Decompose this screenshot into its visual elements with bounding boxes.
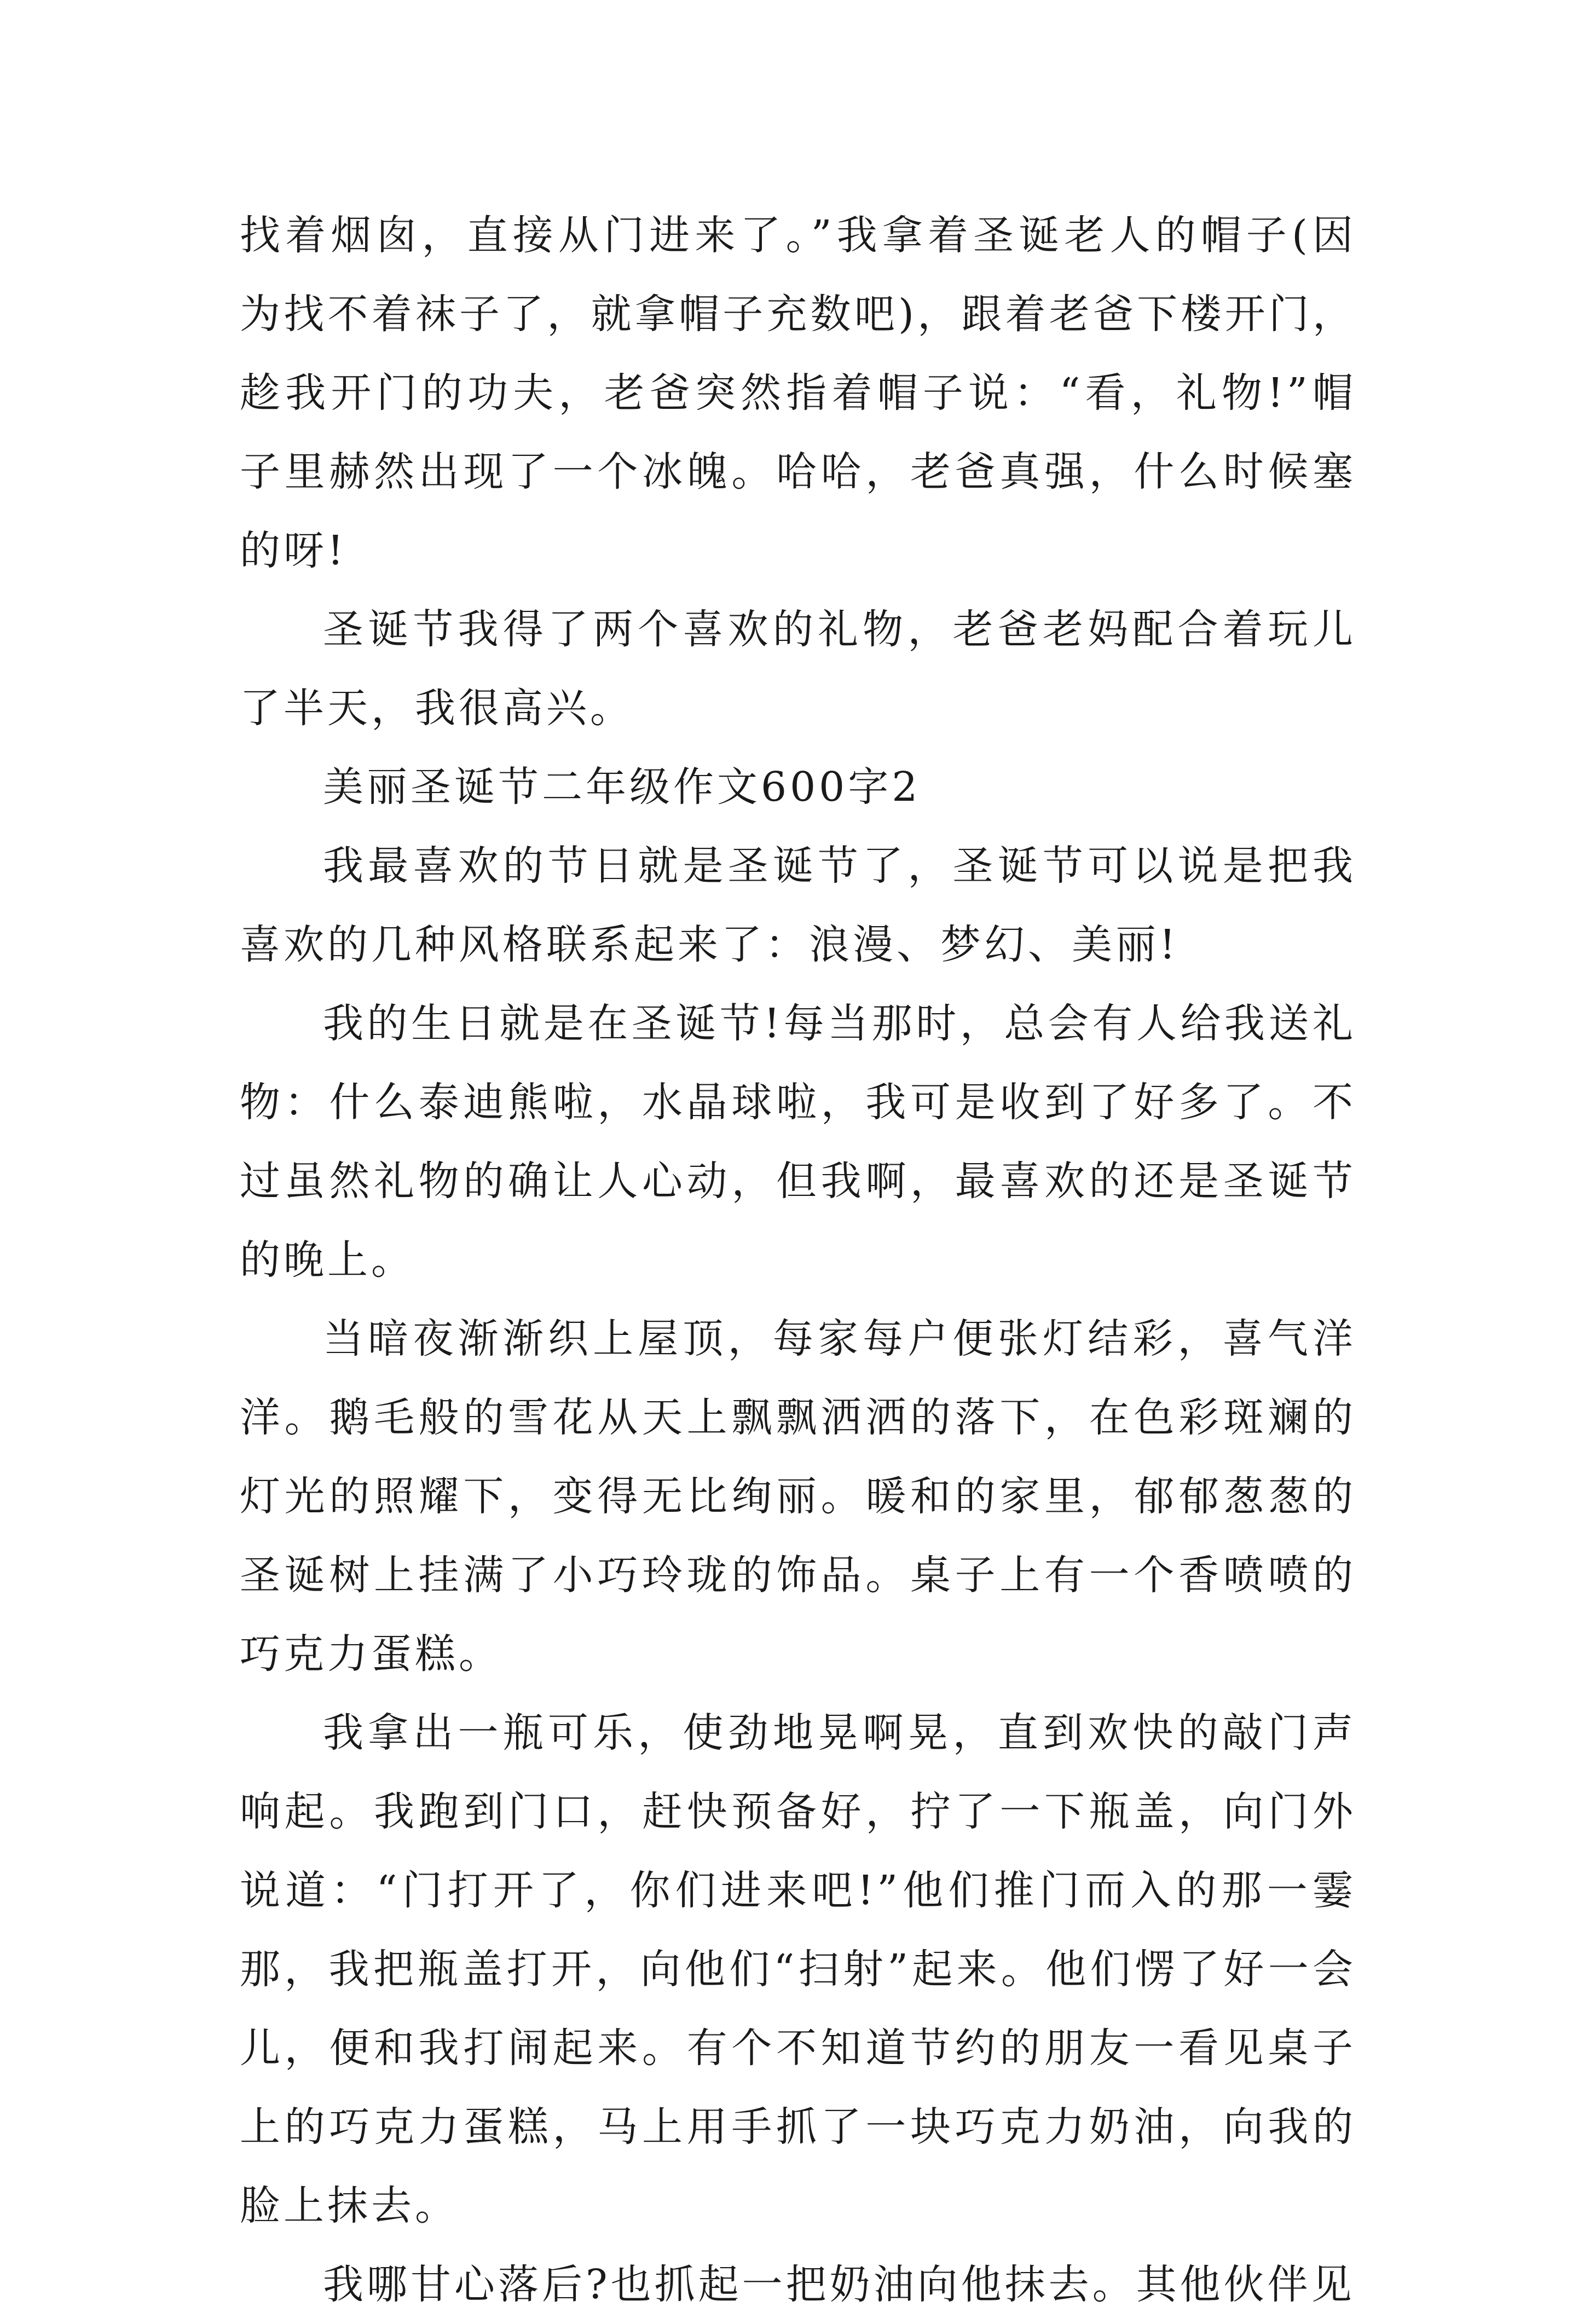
paragraph: 圣诞节我得了两个喜欢的礼物，老爸老妈配合着玩儿了半天，我很高兴。 (240, 606, 1356, 732)
essay-title: 美丽圣诞节二年级作文600字2 (323, 764, 921, 811)
document-body (240, 196, 1356, 2324)
paragraph: 我拿出一瓶可乐，使劲地晃啊晃，直到欢快的敲门声响起。我跑到门口，赶快预备好，拧了一下瓶盖，向门外说道：“门打开了，你们进来吧!”他们推门而入的那一霎那，我把瓶盖打开，向他们“扫射”起来。他们愣了好一会儿，便和我打闹起来。有个不知道节约的朋友一看见桌子上的巧克力蛋糕，马上用手抓了一块巧克力奶油，向我的脸上抹去。 (240, 1709, 1356, 2229)
paragraph: 当暗夜渐渐织上屋顶，每家每户便张灯结彩，喜气洋洋。鹅毛般的雪花从天上飘飘洒洒的落下，在色彩斑斓的灯光的照耀下，变得无比绚丽。暖和的家里，郁郁葱葱的圣诞树上挂满了小巧玲珑的饰品。桌子上有一个香喷喷的巧克力蛋糕。 (240, 1315, 1356, 1678)
paragraph-continued: 找着烟囱，直接从门进来了。”我拿着圣诞老人的帽子(因为找不着袜子了，就拿帽子充数吧)，跟着老爸下楼开门，趁我开门的功夫，老爸突然指着帽子说：“看，礼物!”帽子里赫然出现了一个冰魄。哈哈，老爸真强，什么时候塞的呀! (240, 212, 1356, 574)
paragraph: 我哪甘心落后?也抓起一把奶油向他抹去。其他伙伴见 (323, 2261, 1355, 2308)
paragraph: 我的生日就是在圣诞节!每当那时，总会有人给我送礼物：什么泰迪熊啦，水晶球啦，我可是收到了好多了。不过虽然礼物的确让人心动，但我啊，最喜欢的还是圣诞节的晚上。 (240, 1000, 1356, 1284)
paragraph: 我最喜欢的节日就是圣诞节了，圣诞节可以说是把我喜欢的几种风格联系起来了：浪漫、梦幻、美丽! (240, 842, 1356, 968)
